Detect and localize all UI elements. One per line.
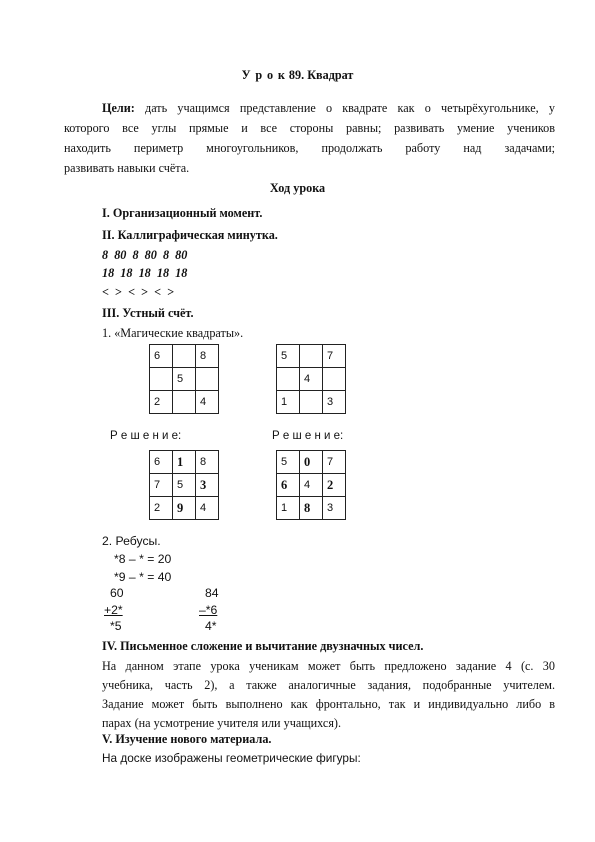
cell: 1: [277, 497, 300, 520]
rebus-left-top: 60: [110, 586, 124, 600]
cell: 8: [196, 451, 219, 474]
para4-line-4: парах (на усмотрение учителя или учащихся).: [102, 716, 342, 730]
cell: [323, 368, 346, 391]
cell: [196, 368, 219, 391]
cell: 3: [323, 497, 346, 520]
cell-answer: 2: [323, 474, 346, 497]
para4-line-2: учебника, часть 2), а также аналогичные задания, подобранные учителем.: [102, 678, 555, 692]
cell: [300, 345, 323, 368]
goals-line-4: развивать навыки счёта.: [64, 161, 190, 175]
rebus-equation-2: *9 – * = 40: [114, 570, 172, 584]
cell: 7: [150, 474, 173, 497]
cell: [300, 391, 323, 414]
cell-answer: 6: [277, 474, 300, 497]
cell: 5: [173, 368, 196, 391]
cell: 5: [277, 345, 300, 368]
cell: [277, 368, 300, 391]
magic-square-puzzle-left: [149, 344, 219, 414]
cell-answer: 9: [173, 497, 196, 520]
cell-answer: 8: [300, 497, 323, 520]
goals-label: Цели:: [102, 101, 135, 115]
rebus-title: 2. Ребусы.: [102, 534, 161, 548]
page-title: [0, 68, 595, 83]
rebus-equation-1: *8 – * = 20: [114, 552, 172, 566]
calligraphy-line-2: 18 18 18 18 18: [102, 266, 188, 280]
cell: 8: [196, 345, 219, 368]
cell: 6: [150, 451, 173, 474]
magic-square-solution-right: [276, 450, 346, 520]
cell: [150, 368, 173, 391]
rebus-right-top: 84: [205, 586, 219, 600]
cell: 2: [150, 497, 173, 520]
cell: 4: [300, 474, 323, 497]
magic-square-puzzle-right: [276, 344, 346, 414]
cell: 5: [277, 451, 300, 474]
cell: 4: [196, 497, 219, 520]
section-new-material: V. Изучение нового материала.: [102, 732, 272, 746]
cell-answer: 1: [173, 451, 196, 474]
cell: 3: [323, 391, 346, 414]
goals-line-2: которого все углы прямые и все стороны равны; развивать умение учеников: [64, 121, 555, 135]
goals-text-1: дать учащимся представление о квадрате как о четырёхугольнике, у: [134, 101, 555, 115]
cell: [173, 391, 196, 414]
rebus-right-middle: –*6: [199, 603, 218, 617]
goals-line-1: [102, 101, 555, 116]
rebus-right-result: 4*: [205, 619, 217, 633]
cell: 4: [196, 391, 219, 414]
cell: 7: [323, 451, 346, 474]
rebus-left-middle: +2*: [104, 603, 123, 617]
cell: [173, 345, 196, 368]
title-prefix: У р о к: [241, 68, 286, 82]
rebus-left-result: *5: [110, 619, 122, 633]
magic-square-solution-left: [149, 450, 219, 520]
cell: 1: [277, 391, 300, 414]
lesson-heading: Ход урока: [269, 181, 326, 195]
section-organizational: I. Организационный момент.: [102, 206, 263, 220]
magic-squares-title: 1. «Магические квадраты».: [102, 326, 244, 340]
title-rest: 89. Квадрат: [285, 68, 354, 82]
para4-line-3: Задание может быть выполнено как фронтально, так и индивидуально либо в: [102, 697, 555, 711]
section-mental-math: III. Устный счёт.: [102, 306, 194, 320]
cell: 2: [150, 391, 173, 414]
section-written-arithmetic: IV. Письменное сложение и вычитание двузначных чисел.: [102, 639, 424, 653]
para4-line-1: На данном этапе урока ученикам может быть предложено задание 4 (с. 30: [102, 659, 555, 673]
calligraphy-line-3: < > < > < >: [102, 285, 175, 299]
solution-label-right: Р е ш е н и е:: [272, 430, 344, 442]
cell: 6: [150, 345, 173, 368]
cell: 4: [300, 368, 323, 391]
cell-answer: 3: [196, 474, 219, 497]
goals-line-3: находить периметр многоугольников, продолжать работу над задачами;: [64, 141, 555, 155]
section-calligraphy: II. Каллиграфическая минутка.: [102, 228, 278, 242]
solution-label-left: Р е ш е н и е:: [110, 430, 182, 442]
para5: На доске изображены геометрические фигуры:: [102, 751, 361, 765]
cell: 7: [323, 345, 346, 368]
cell: 5: [173, 474, 196, 497]
cell-answer: 0: [300, 451, 323, 474]
calligraphy-line-1: 8 80 8 80 8 80: [102, 248, 188, 262]
